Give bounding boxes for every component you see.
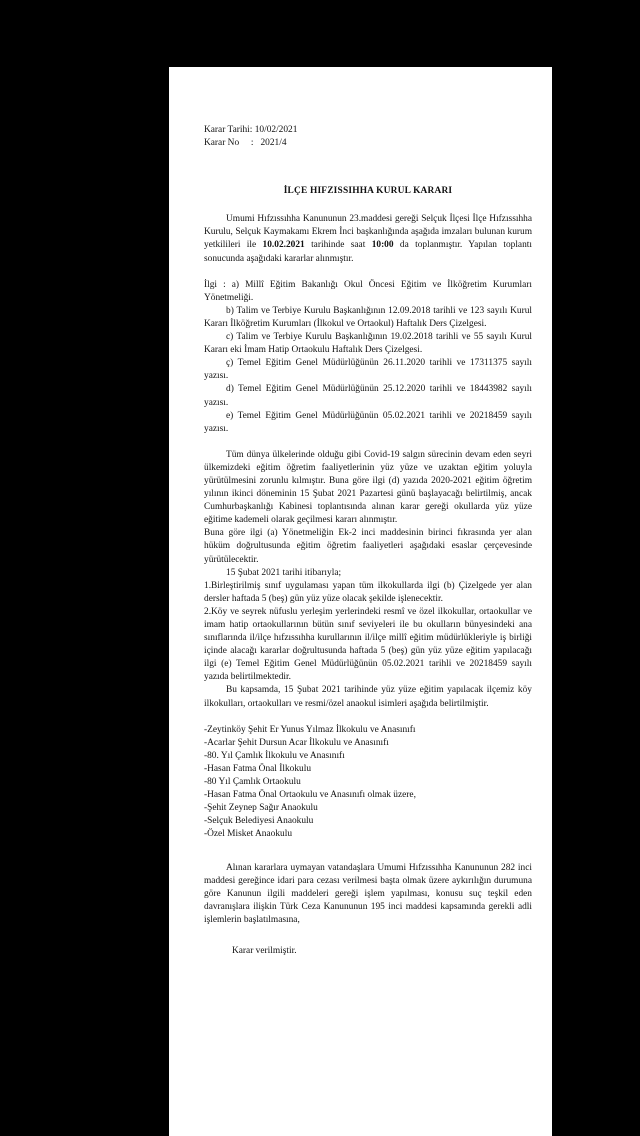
meeting-time: 10:00 xyxy=(371,240,394,251)
list-item: -Acarlar Şehit Dursun Acar İlkokulu ve Anasınıfı xyxy=(204,737,389,748)
reference-c: c) Talim ve Terbiye Kurulu Başkanlığının 19.02.2018 tarihli ve 55 sayılı Kurul Kararı eki İmam Hatip Ortaokulu Haftalık Ders Çizelgesi. xyxy=(204,332,532,356)
body-item-2: 2.Köy ve seyrek nüfuslu yerleşim yerlerindeki resmî ve özel ilkokullar, ortaokullar ve imam hatip ortaokullarının bütün sınıf seviyeleri ile bu okulların bünyesindeki ana sınıflarında il/ilçe hıfzıssıhha kurullarının il/ilçe millî eğitim müdürlükleriyle iş birliği içinde alacağı kararlar doğrultusunda haftada 5 (beş) gün yüz yüze eğitim yapılacağı ilgi (e) Temel Eğitim Genel Müdürlüğünün 05.02.2021 tarihli ve 20218459 sayılı yazıda belirtilmektedir. xyxy=(204,606,532,683)
list-item: -80 Yıl Çamlık Ortaokulu xyxy=(204,777,301,788)
body-paragraph-covid: Tüm dünya ülkelerinde olduğu gibi Covid-19 salgın sürecinin devam eden seyri ülkemizdeki eğitim öğretim faaliyetlerinin yüz yüze ve uzaktan eğitim yoluyla yürütülmesini zorunlu kılmıştır. Buna göre ilgi (d) yazıda 2020-2021 eğitim öğretim yılının ikinci döneminin 15 Şubat 2021 Pazartesi günü başlayacağı belirtilmiş, ancak Cumhurbaşkanlığı Kabinesi toplantısında alınan karar gereği okullarda yüz yüze eğitime kademeli olarak geçilmesi kararı alınmıştır. xyxy=(204,449,532,526)
list-item: -Selçuk Belediyesi Anaokulu xyxy=(204,816,314,827)
reference-e: e) Temel Eğitim Genel Müdürlüğünün 05.02.2021 tarihli ve 20218459 sayılı yazısı. xyxy=(204,410,532,434)
intro-paragraph: Umumi Hıfzıssıhha Kanununun 23.maddesi gereği Selçuk İlçesi İlçe Hıfzıssıhha Kurulu, Selçuk Kaymakamı Ekrem İnci başkanlığında aşağıda imzaları bulunan kurum yetkilileri ile 10.02.2021 tarihinde saat 10:00 da toplanmıştır. Yapılan toplantı sonucunda aşağıdaki kararlar alınmıştır. xyxy=(204,214,532,264)
list-item: -Hasan Fatma Önal İlkokulu xyxy=(204,763,312,774)
body-item-1: 1.Birleştirilmiş sınıf uygulaması yapan tüm ilkokullarda ilgi (b) Çizelgede yer alan dersler haftada 5 (beş) gün yüz yüze olacak şekilde işlenecektir. xyxy=(204,580,532,604)
school-list xyxy=(204,724,532,842)
body-paragraph-date: 15 Şubat 2021 tarihi itibarıyla; xyxy=(226,567,342,578)
list-item: -Şehit Zeynep Sağır Anaokulu xyxy=(204,803,318,814)
body-paragraph-regulation: Buna göre ilgi (a) Yönetmeliğin Ek-2 inci maddesinin birinci fıkrasında yer alan hüküm doğrultusunda eğitim öğretim faaliyetleri aşağıdaki esaslar çerçevesinde yürütülecektir. xyxy=(204,528,532,565)
meeting-date: 10.02.2021 xyxy=(262,240,305,251)
document-title: İLÇE HIFZISSIHHA KURUL KARARI xyxy=(283,186,453,197)
reference-a: İlgi : a) Millî Eğitim Bakanlığı Okul Öncesi Eğitim ve İlköğretim Kurumları Yönetmeliği. xyxy=(204,279,532,303)
closing-paragraph: Alınan kararlara uymayan vatandaşlara Umumi Hıfzıssıhha Kanununun 282 inci maddesi gereğince idari para cezası verilmesi başta olmak üzere aykırılığın durumuna göre Kanunun ilgili maddeleri gereği işlem yapılması, konusu suç teşkil eden davranışlara ilişkin Türk Ceza Kanununun 195 inci maddesi kapsamında gerekli adli işlemlerin başlatılmasına, xyxy=(204,862,532,925)
list-item: -Zeytinköy Şehit Er Yunus Yılmaz İlkokulu ve Anasınıfı xyxy=(204,724,416,735)
list-item: -Özel Misket Anaokulu xyxy=(204,829,293,840)
list-item: -80. Yıl Çamlık İlkokulu ve Anasınıfı xyxy=(204,750,345,761)
reference-b: b) Talim ve Terbiye Kurulu Başkanlığının 12.09.2018 tarihli ve 123 sayılı Kurul Kararı İlköğretim Kurumları (İlkokul ve Ortaokul) Haftalık Ders Çizelgesi. xyxy=(204,305,532,329)
decision-number: Karar No : 2021/4 xyxy=(204,138,287,149)
decision-date: Karar Tarihi: 10/02/2021 xyxy=(204,125,298,135)
reference-c-cedilla: ç) Temel Eğitim Genel Müdürlüğünün 26.11.2020 tarihli ve 17311375 sayılı yazısı. xyxy=(204,358,532,382)
document-page xyxy=(169,67,552,1136)
decision-statement: Karar verilmiştir. xyxy=(232,945,297,956)
body-paragraph-scope: Bu kapsamda, 15 Şubat 2021 tarihinde yüz yüze eğitim yapılacak ilçemiz köy ilkokulları, ortaokulları ve resmi/özel anaokul isimleri aşağıda belirtilmiştir. xyxy=(204,685,532,709)
reference-d: d) Temel Eğitim Genel Müdürlüğünün 25.12.2020 tarihli ve 18443982 sayılı yazısı. xyxy=(204,384,532,408)
list-item: -Hasan Fatma Önal Ortaokulu ve Anasınıfı olmak üzere, xyxy=(204,790,416,801)
document-content xyxy=(204,124,532,958)
